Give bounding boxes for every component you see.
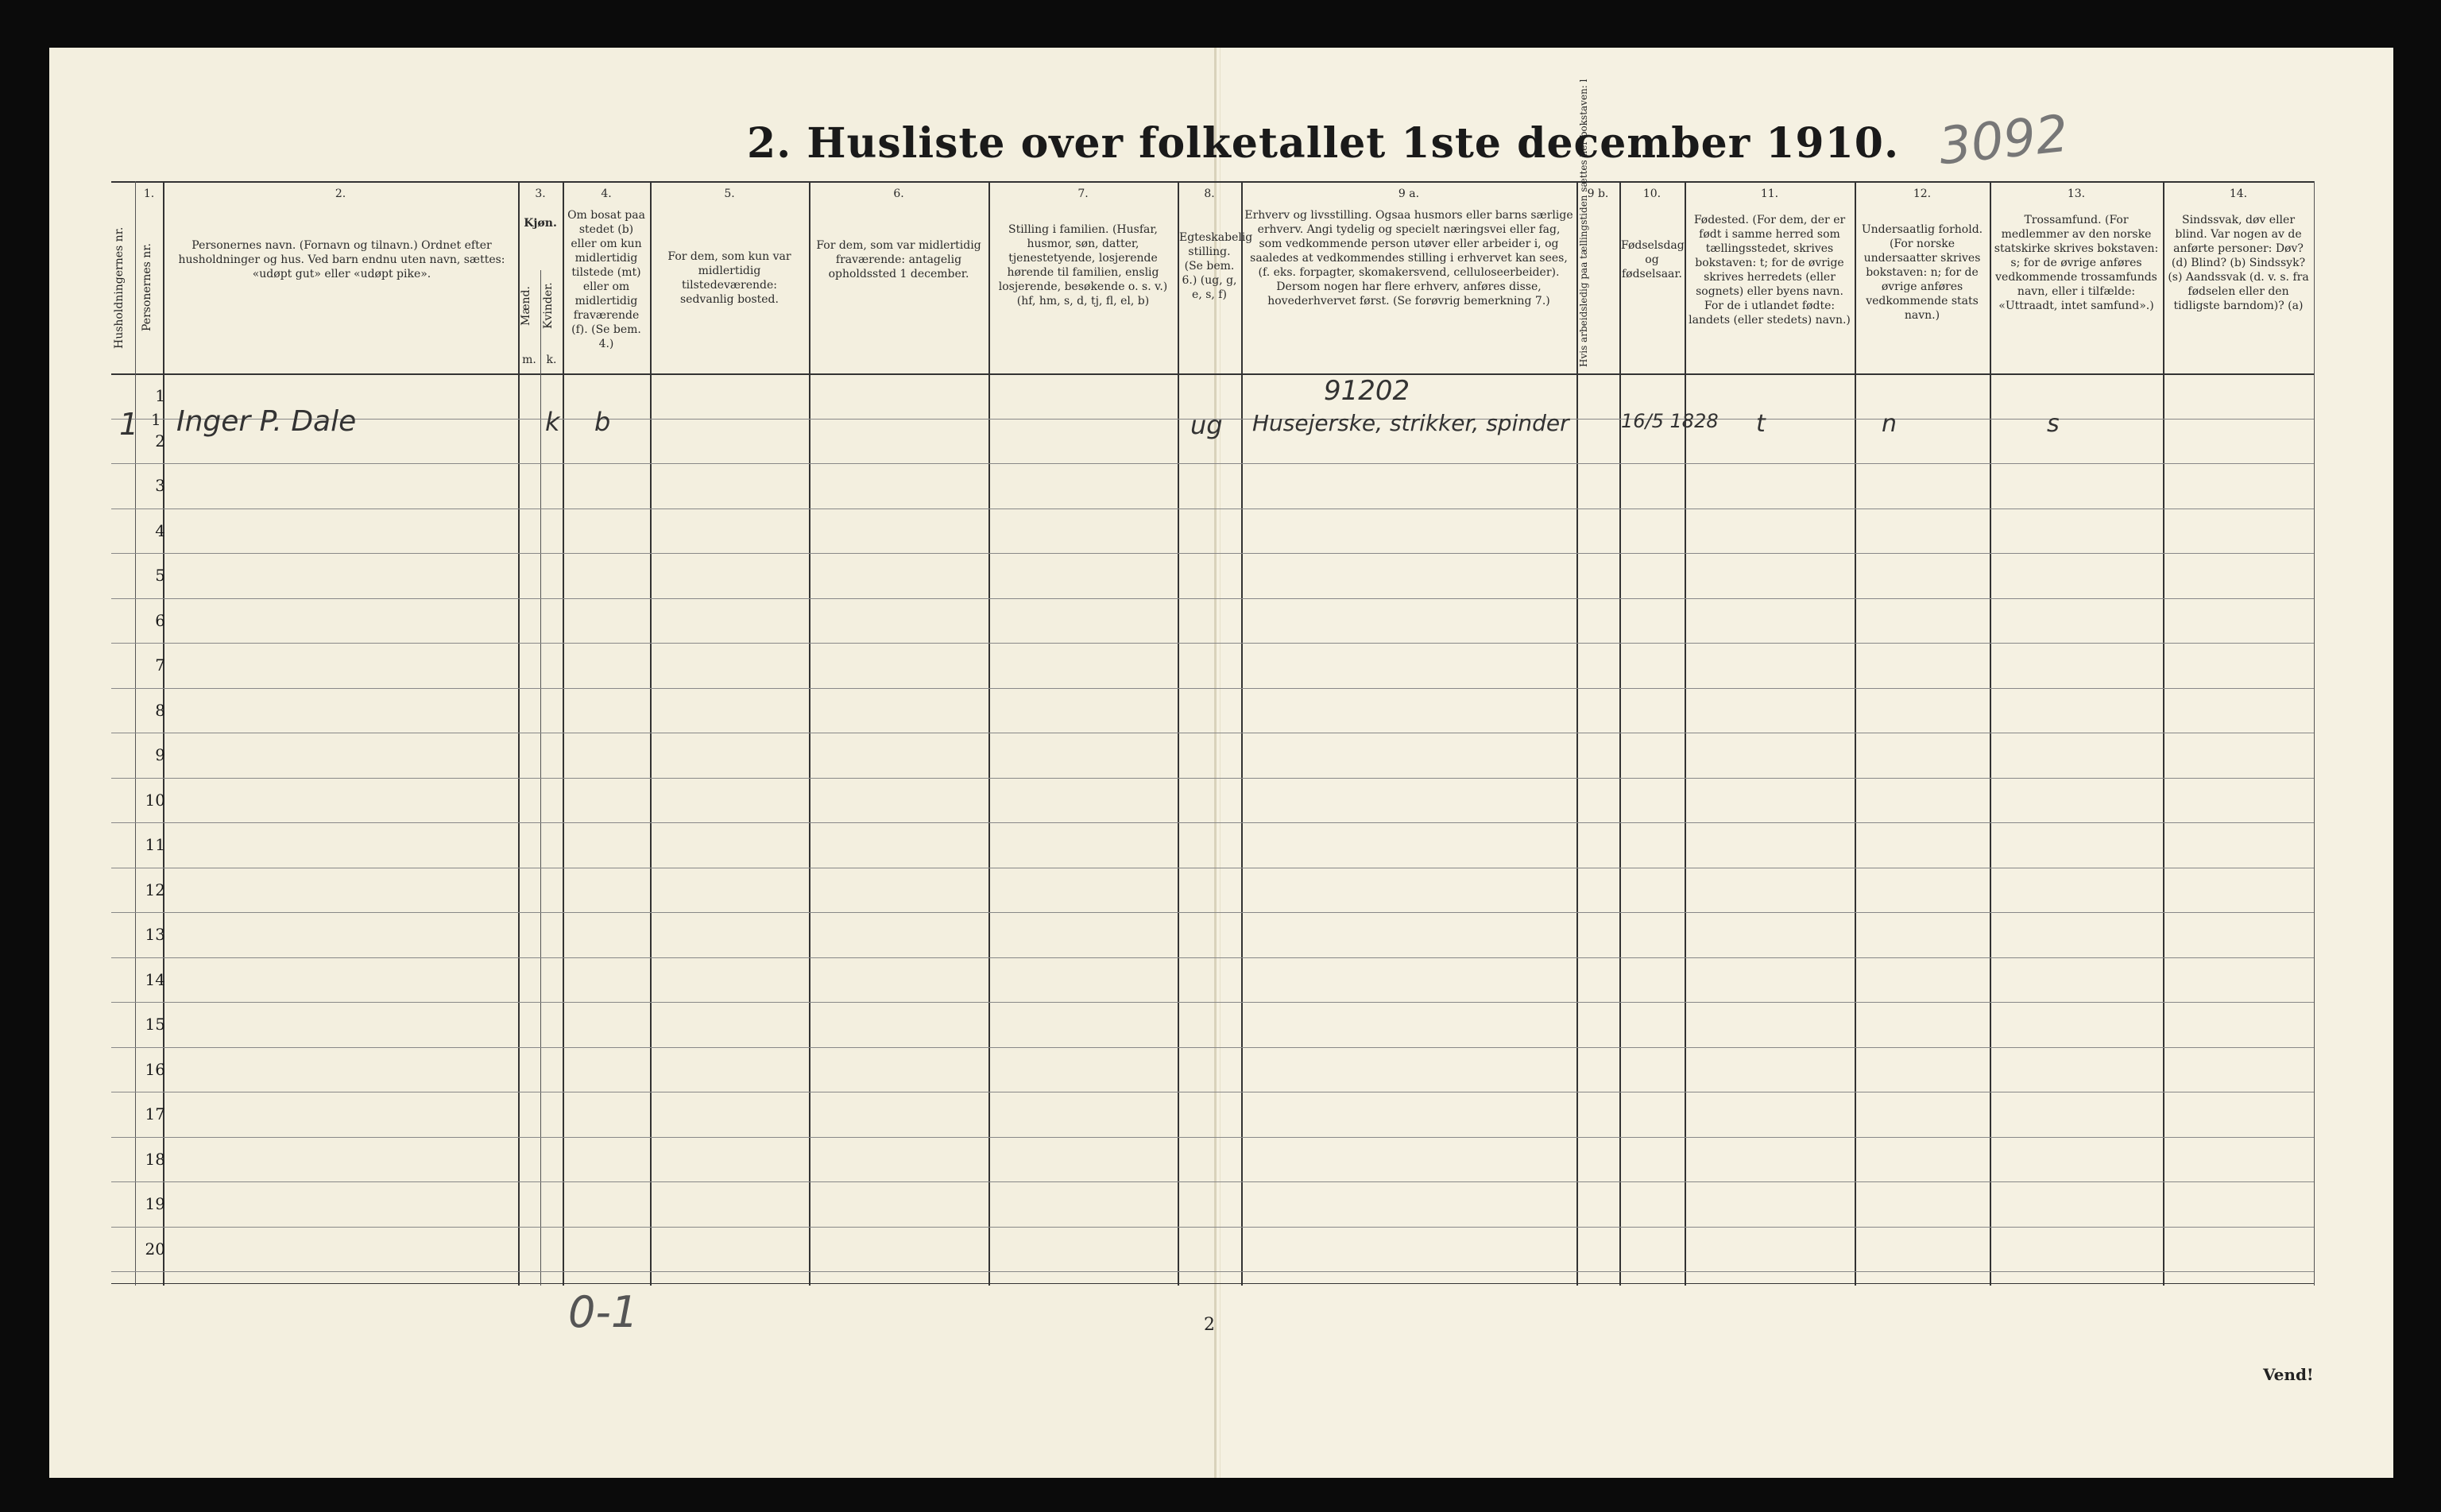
colnum-4: 4. bbox=[601, 188, 612, 200]
row-number: 18 bbox=[145, 1149, 165, 1169]
row-number: 12 bbox=[145, 880, 165, 899]
header-kvinder: Kvinder. bbox=[542, 282, 555, 330]
table-row-line bbox=[111, 1181, 2314, 1182]
row-number: 9 bbox=[155, 745, 165, 764]
colnum-11: 11. bbox=[1760, 188, 1779, 200]
header-opholdssted: For dem, som var midlertidig fraværende: antagelig opholdssted 1 december. bbox=[816, 239, 981, 280]
table-bottom-rule bbox=[111, 1283, 2314, 1284]
row-number: 15 bbox=[145, 1015, 165, 1034]
header-sindssvak: Sindssvak, døv eller blind. Var nogen av de anførte personer: Døv? (d) Blind? (b) Sindssyk? (s) Aandssvak (d. v. s. fra fødselen eller den tidligste barndom)? (a) bbox=[2168, 214, 2309, 312]
header-bosat: Om bosat paa stedet (b) eller om kun midlertidig tilstede (mt) eller om midlertidig fraværende (f). (Se bem. 4.) bbox=[567, 209, 645, 350]
entry-religion: s bbox=[2047, 410, 2060, 438]
row-number: 6 bbox=[155, 610, 165, 630]
row-number: 7 bbox=[155, 655, 165, 675]
table-row-line bbox=[111, 1047, 2314, 1048]
colnum-5: 5. bbox=[724, 188, 735, 200]
colnum-13: 13. bbox=[2067, 188, 2086, 200]
col-rule-5 bbox=[650, 181, 652, 1286]
header-person-nr: Personernes nr. bbox=[141, 243, 153, 332]
header-sedvanlig-bosted: For dem, som kun var midlertidig tilstedeværende: sedvanlig bosted. bbox=[667, 250, 791, 306]
table-row-line bbox=[111, 957, 2314, 958]
row-number: 16 bbox=[145, 1059, 165, 1079]
table-row-line bbox=[111, 553, 2314, 554]
pencil-mark: 0-1 bbox=[568, 1287, 639, 1337]
table-row-line bbox=[111, 912, 2314, 913]
entry-occupation-code: 91202 bbox=[1324, 375, 1410, 407]
colnum-8: 8. bbox=[1204, 188, 1215, 200]
colnum-9a: 9 a. bbox=[1398, 188, 1420, 200]
entry-residence: b bbox=[594, 407, 611, 437]
col-rule-4 bbox=[563, 181, 564, 1286]
header-undersaatlig: Undersaatlig forhold. (For norske undersaatter skrives bokstaven: n; for de øvrige anføres vedkommende stats navn.) bbox=[1861, 223, 1983, 322]
header-bottom-rule bbox=[111, 373, 2314, 375]
header-egteskab: Egteskabelig stilling. (Se bem. 6.) (ug, g, e, s, f) bbox=[1179, 231, 1253, 301]
entry-occupation: Husejerske, strikker, spinder bbox=[1252, 410, 1569, 436]
colnum-2: 2. bbox=[335, 188, 346, 200]
header-fodested: Fødested. (For dem, der er født i samme herred som tællingsstedet, skrives bokstaven: t; for de øvrige skrives herredets (eller sognets) eller byens navn. For de i utlandet fødte: landets (eller stedets) navn.) bbox=[1689, 214, 1851, 327]
entry-birth: 16/5 1828 bbox=[1621, 410, 1719, 432]
col-rule-7 bbox=[988, 181, 990, 1286]
entry-sex-k: k bbox=[545, 407, 560, 437]
header-name: Personernes navn. (Fornavn og tilnavn.) Ordnet efter husholdninger og hus. Ved barn endnu uten navn, sættes: «udøpt gut» eller «udøpt pike». bbox=[178, 239, 505, 280]
turn-page-note: Vend! bbox=[2263, 1365, 2314, 1384]
header-arbeidsledig: Hvis arbeidsledig paa tællingstiden sættes her bokstaven: l bbox=[1578, 79, 1589, 367]
col-rule-1 bbox=[135, 181, 136, 1286]
row-number: 5 bbox=[155, 566, 165, 585]
col-rule-12 bbox=[1855, 181, 1856, 1286]
entry-person-nr: 1 bbox=[151, 410, 161, 429]
row-number: 11 bbox=[145, 835, 165, 854]
table-row-line bbox=[111, 688, 2314, 689]
entry-citizenship: n bbox=[1882, 410, 1897, 438]
archive-number: 3092 bbox=[1936, 104, 2072, 177]
col-rule-8 bbox=[1178, 181, 1179, 1286]
row-number: 1 bbox=[155, 386, 165, 405]
col-rule-3 bbox=[518, 181, 520, 1286]
table-row-line bbox=[111, 1227, 2314, 1228]
colnum-9b: 9 b. bbox=[1587, 188, 1609, 200]
header-maend: Mænd. bbox=[520, 286, 532, 326]
row-number: 10 bbox=[145, 790, 165, 810]
colnum-1: 1. bbox=[143, 188, 155, 200]
table-row-line bbox=[111, 822, 2314, 823]
header-kjonn: Kjøn. bbox=[524, 217, 557, 230]
table-row-line bbox=[111, 778, 2314, 779]
entry-household-nr: 1 bbox=[119, 407, 139, 442]
table-row-line bbox=[111, 643, 2314, 644]
row-number: 2 bbox=[155, 431, 165, 451]
col-rule-end bbox=[2314, 181, 2315, 1286]
colnum-12: 12. bbox=[1913, 188, 1932, 200]
row-number: 17 bbox=[145, 1104, 165, 1123]
entry-marital: ug bbox=[1190, 410, 1223, 440]
header-trossamfund: Trossamfund. (For medlemmer av den norske statskirke skrives bokstaven: s; for de øvrige anføres vedkommende trossamfunds navn, eller i tilfælde: «Uttraadt, intet samfund».) bbox=[1994, 214, 2159, 312]
table-row-line bbox=[111, 1002, 2314, 1003]
colnum-14: 14. bbox=[2229, 188, 2248, 200]
colnum-7: 7. bbox=[1077, 188, 1089, 200]
col-rule-13 bbox=[1990, 181, 1991, 1286]
colnum-3: 3. bbox=[535, 188, 546, 200]
header-top-rule bbox=[111, 181, 2314, 183]
page-number: 2 bbox=[1204, 1315, 1215, 1335]
col-rule-6 bbox=[809, 181, 810, 1286]
row-number: 4 bbox=[155, 520, 165, 540]
entry-name: Inger P. Dale bbox=[176, 405, 357, 438]
row-number: 8 bbox=[155, 700, 165, 720]
header-household-nr: Husholdningernes nr. bbox=[113, 226, 126, 349]
col-rule-10 bbox=[1619, 181, 1621, 1286]
table-row-line bbox=[111, 1271, 2314, 1272]
col-rule-9a bbox=[1241, 181, 1243, 1286]
row-number: 20 bbox=[145, 1239, 165, 1259]
colnum-10: 10. bbox=[1642, 188, 1662, 200]
row-number: 13 bbox=[145, 925, 165, 944]
row-number: 3 bbox=[155, 476, 165, 495]
header-m-short: m. bbox=[522, 354, 536, 366]
colnum-6: 6. bbox=[893, 188, 904, 200]
col-rule-11 bbox=[1685, 181, 1686, 1286]
header-familiestilling: Stilling i familien. (Husfar, husmor, søn, datter, tjenestetyende, losjerende hørende til familien, enslig losjerende, besøkende o. s. v.) (hf, hm, s, d, tj, fl, el, b) bbox=[998, 223, 1168, 307]
page-title: 2. Husliste over folketallet 1ste december 1910. bbox=[747, 119, 1900, 168]
entry-birthplace: t bbox=[1756, 410, 1766, 438]
header-erhverv: Erhverv og livsstilling. Ogsaa husmors eller barns særlige erhverv. Angi tydelig og specielt næringsvei eller fag, som vedkommende person utøver eller arbeider i, og saaledes at vedkommendes stilling i erhvervet kan sees, (f. eks. forpagter, skomakersvend, celluloseerbeider). Dersom nogen har flere erhverv, anføres disse, hovederhvervet først. (Se forøvrig bemerkning 7.) bbox=[1244, 209, 1573, 307]
table-row-line bbox=[111, 598, 2314, 599]
col-rule-14 bbox=[2163, 181, 2164, 1286]
row-number: 14 bbox=[145, 969, 165, 989]
header-k-short: k. bbox=[546, 354, 557, 366]
table-row-line bbox=[111, 463, 2314, 464]
header-fodselsdag: Fødselsdag og fødselsaar. bbox=[1621, 239, 1685, 280]
table-row-line bbox=[111, 1137, 2314, 1138]
row-number: 19 bbox=[145, 1194, 165, 1213]
